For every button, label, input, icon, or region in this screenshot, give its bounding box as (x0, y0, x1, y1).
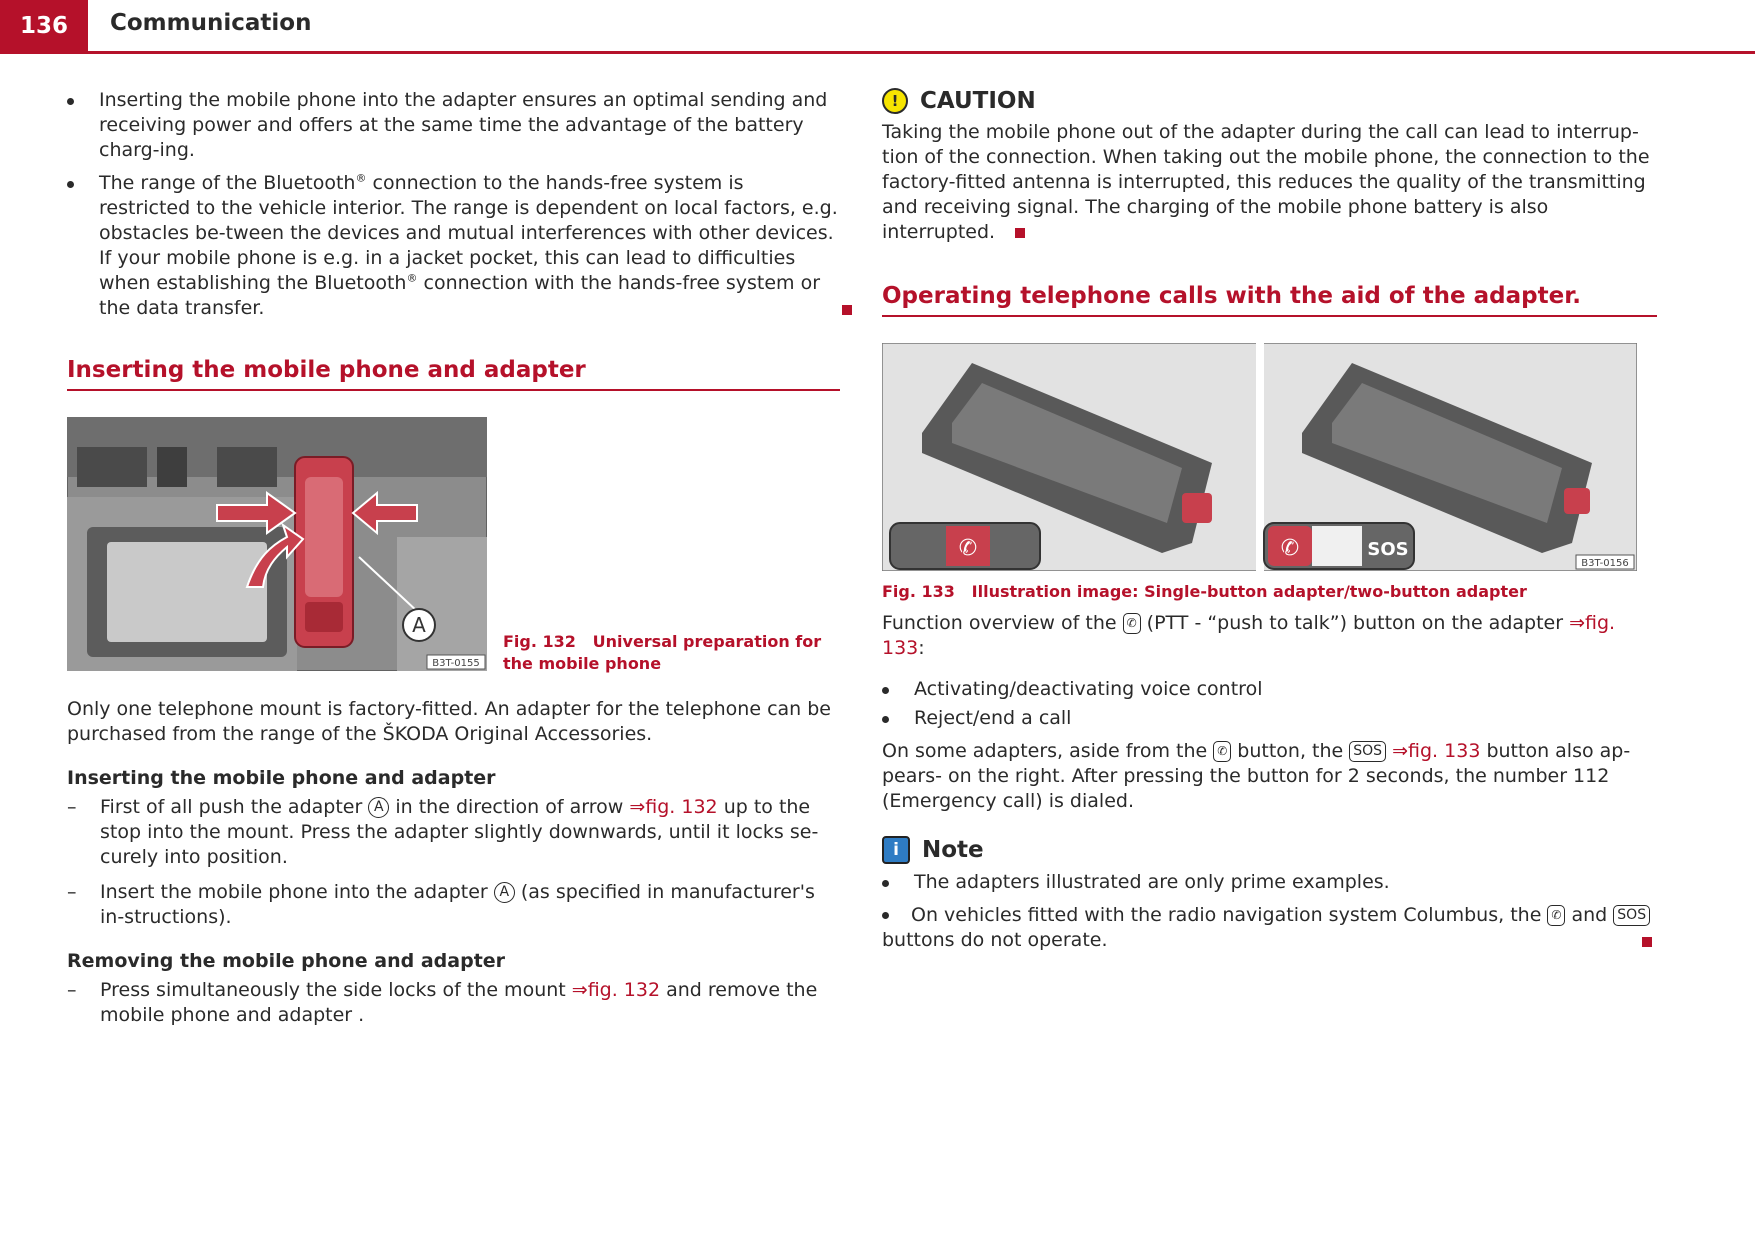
ptt-icon: ✆ (1280, 536, 1300, 561)
end-marker (1642, 937, 1652, 947)
figure-133-caption: Fig. 133 Illustration image: Single-button adapter/two-button adapter (882, 582, 1527, 601)
step-insert-phone: – Insert the mobile phone into the adapter A (as specified in manufacturer's in-structions). (67, 881, 815, 928)
sos-label: SOS (1367, 539, 1409, 560)
end-marker (842, 305, 852, 315)
bullet-bluetooth-range: The range of the Bluetooth® connection to the hands-free system is restricted to the vehicle interior. The range is dependent on local factors, e.g. obstacles be-tween the devices and mutual interferences with other devices. If your mobile phone is e.g. in a jacket pocket, this can lead to difficulties when establishing the Bluetooth® connection with the hands-free system or the data transfer. (67, 171, 840, 321)
bullet-adapter-power: Inserting the mobile phone into the adapter ensures an optimal sending and receiving power and offers at the same time the advantage of the battery charg-ing. (67, 88, 840, 163)
step-push-adapter: – First of all push the adapter A in the direction of arrow ⇒fig. 132 up to the stop into the mount. Press the adapter slightly downwards, until it locks se-curely into position. (67, 796, 819, 868)
adapter-illustration (882, 343, 1637, 571)
ptt-button-icon: ✆ (1213, 741, 1231, 762)
info-icon: i (882, 836, 910, 864)
note-item: The adapters illustrated are only prime examples. (882, 870, 1657, 895)
right-column (882, 88, 1657, 953)
figure-code: B3T-0156 (1581, 558, 1629, 569)
link-fig-132[interactable]: ⇒fig. 132 (629, 796, 718, 818)
figure-marker-a: A (412, 613, 426, 637)
left-column (67, 88, 840, 1038)
subhead-removing: Removing the mobile phone and adapter (67, 950, 506, 972)
caution-heading: ! CAUTION (882, 88, 1657, 114)
link-fig-133[interactable]: ⇒fig. 133 (1392, 740, 1481, 762)
link-fig-132[interactable]: ⇒fig. 132 (571, 979, 661, 1001)
end-marker (1015, 228, 1025, 238)
section-title-inserting: Inserting the mobile phone and adapter (67, 357, 840, 391)
bullet-dot (67, 181, 74, 188)
function-overview: Function overview of the ✆ (PTT - “push to talk”) button on the adapter ⇒fig. 133: (882, 612, 1616, 659)
adapter-mount-illustration (67, 417, 487, 671)
ptt-button-icon: ✆ (1123, 613, 1141, 634)
note-heading: i Note (882, 836, 1657, 864)
figure-132 (67, 417, 840, 671)
figure-132-caption: Fig. 132 Universal preparation for the mobile phone (503, 632, 822, 673)
section-title-operating: Operating telephone calls with the aid of the adapter. (882, 283, 1657, 317)
list-item: Activating/deactivating voice control (882, 677, 1657, 702)
bullet-dot (882, 912, 889, 919)
chapter-title: Communication (110, 10, 312, 36)
sos-button-icon: SOS (1613, 905, 1650, 926)
subhead-inserting: Inserting the mobile phone and adapter (67, 767, 496, 789)
warning-icon: ! (882, 88, 908, 114)
intro-paragraph: Only one telephone mount is factory-fitted. An adapter for the telephone can be purchased from the range of the ŠKODA Original Accessories. (67, 698, 831, 745)
list-item: Reject/end a call (882, 706, 1657, 731)
header-rule (0, 51, 1755, 54)
sos-paragraph: On some adapters, aside from the ✆ button, the SOS ⇒fig. 133 button also ap-pears- on the right. After pressing the button for 2 seconds, the number 112 (Emergency call) is dialed. (882, 740, 1631, 812)
figure-code: B3T-0155 (432, 658, 480, 669)
bullet-dot (882, 716, 889, 723)
ptt-button-icon: ✆ (1547, 905, 1565, 926)
figure-133 (882, 343, 1657, 571)
ptt-icon: ✆ (958, 536, 978, 561)
step-remove: – Press simultaneously the side locks of the mount ⇒fig. 132 and remove the mobile phone and adapter . (67, 979, 818, 1026)
caution-text: Taking the mobile phone out of the adapter during the call can lead to interrup-tion of the connection. When taking out the mobile phone, the connection to the factory-fitted antenna is interrupted, this reduces the quality of the transmitting and receiving signal. The charging of the mobile phone battery is also interrupted. (882, 121, 1650, 243)
bullet-dot (882, 880, 889, 887)
bullet-dot (67, 98, 74, 105)
function-list (882, 677, 1657, 731)
sos-button-icon: SOS (1349, 741, 1386, 762)
note-item: On vehicles fitted with the radio navigation system Columbus, the ✆ and SOS buttons do not operate. (882, 903, 1657, 953)
page-number: 136 (0, 0, 88, 52)
link-fig-133[interactable]: ⇒fig. 133 (882, 612, 1616, 659)
marker-a-icon: A (368, 797, 389, 818)
marker-a-icon: A (494, 882, 515, 903)
bullet-dot (882, 687, 889, 694)
